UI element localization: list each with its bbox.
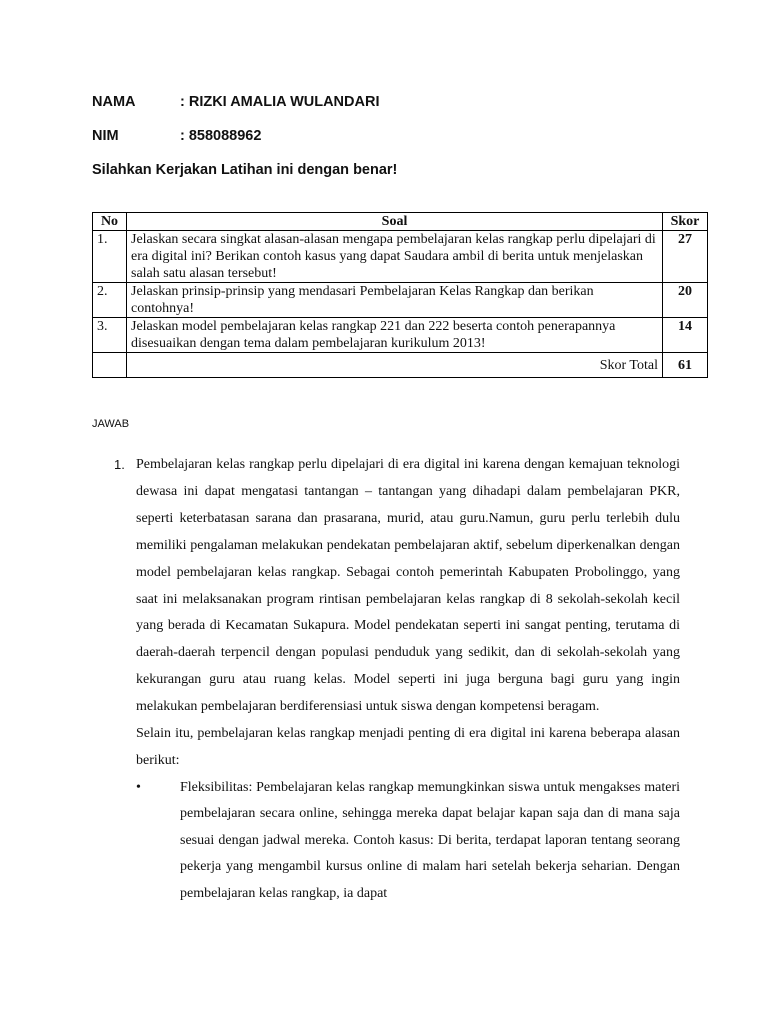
- jawab-label: JAWAB: [92, 418, 130, 430]
- answer-item: [114, 452, 680, 775]
- row-no: 3.: [93, 318, 127, 353]
- total-empty-cell: [93, 353, 127, 378]
- row-soal: Jelaskan model pembelajaran kelas rangkap 221 dan 222 beserta contoh penerapannya disesuaikan dengan tema dalam pembelajaran kurikulum 2013!: [127, 318, 663, 353]
- row-soal: Jelaskan secara singkat alasan-alasan mengapa pembelajaran kelas rangkap perlu dipelajari di era digital ini? Berikan contoh kasus yang dapat Saudara ambil di berita untuk menjelaskan salah satu alasan tersebut!: [127, 231, 663, 283]
- bullet-text: Fleksibilitas: Pembelajaran kelas rangkap memungkinkan siswa untuk mengakses materi pembelajaran secara online, sehingga mereka dapat belajar kapan saja dan di mana saja sesuai dengan jadwal mereka. Contoh kasus: Di berita, terdapat laporan tentang seorang pekerja yang mengambil kursus online di malam hari setelah bekerja seharian. Dengan pembelajaran kelas rangkap, ia dapat: [180, 779, 680, 901]
- header-no: No: [93, 213, 127, 231]
- table-row: [93, 283, 708, 318]
- name-value: : RIZKI AMALIA WULANDARI: [180, 94, 380, 110]
- row-no: 1.: [93, 231, 127, 283]
- nim-row: [92, 128, 261, 144]
- instruction: Silahkan Kerjakan Latihan ini dengan benar!: [92, 162, 398, 178]
- total-row: [93, 353, 708, 378]
- total-value: 61: [663, 353, 708, 378]
- row-skor: 14: [663, 318, 708, 353]
- row-soal: Jelaskan prinsip-prinsip yang mendasari Pembelajaran Kelas Rangkap dan berikan contohnya!: [127, 283, 663, 318]
- name-label: NAMA: [92, 94, 136, 110]
- bullet-icon: •: [136, 779, 141, 795]
- row-skor: 20: [663, 283, 708, 318]
- nim-value: : 858088962: [180, 128, 262, 144]
- table-row: [93, 231, 708, 283]
- total-label: Skor Total: [127, 353, 663, 378]
- question-table: [92, 212, 708, 378]
- header-soal: Soal: [127, 213, 663, 231]
- answer-paragraph: Pembelajaran kelas rangkap perlu dipelajari di era digital ini karena dengan kemajuan teknologi dewasa ini dapat mengatasi tantangan – tantangan yang dihadapi dalam pembelajaran PKR, seperti keterbatasan sarana dan prasarana, murid, atau guru.Namun, guru perlu terlebih dulu memiliki pengalaman melakukan pendekatan pembelajaran aktif, sebelum diperkenalkan dengan model pembelajaran kelas rangkap. Sebagai contoh pemerintah Kabupaten Probolinggo, yang saat ini melaksanakan program rintisan pembelajaran kelas rangkap di 8 sekolah-sekolah kecil yang berada di Kecamatan Sukapura. Model pendekatan seperti ini sangat penting, terutama di daerah-daerah terpencil dengan populasi penduduk yang sedikit, dan di sekolah-sekolah yang kekurangan guru atau ruang kelas. Model seperti ini juga berguna bagi guru yang ingin melakukan pembelajaran berdiferensiasi untuk siswa dengan kompetensi beragam.: [136, 457, 680, 715]
- answer-paragraph: Selain itu, pembelajaran kelas rangkap menjadi penting di era digital ini karena beberapa alasan berikut:: [136, 726, 680, 768]
- answer-number: 1.: [114, 457, 125, 472]
- row-no: 2.: [93, 283, 127, 318]
- bullet-item: [136, 775, 680, 908]
- nim-label: NIM: [92, 128, 119, 144]
- answer-section: [114, 452, 680, 907]
- table-row: [93, 318, 708, 353]
- answer-body: [136, 452, 680, 775]
- row-skor: 27: [663, 231, 708, 283]
- name-row: [92, 94, 379, 110]
- table-header-row: [93, 213, 708, 231]
- header-skor: Skor: [663, 213, 708, 231]
